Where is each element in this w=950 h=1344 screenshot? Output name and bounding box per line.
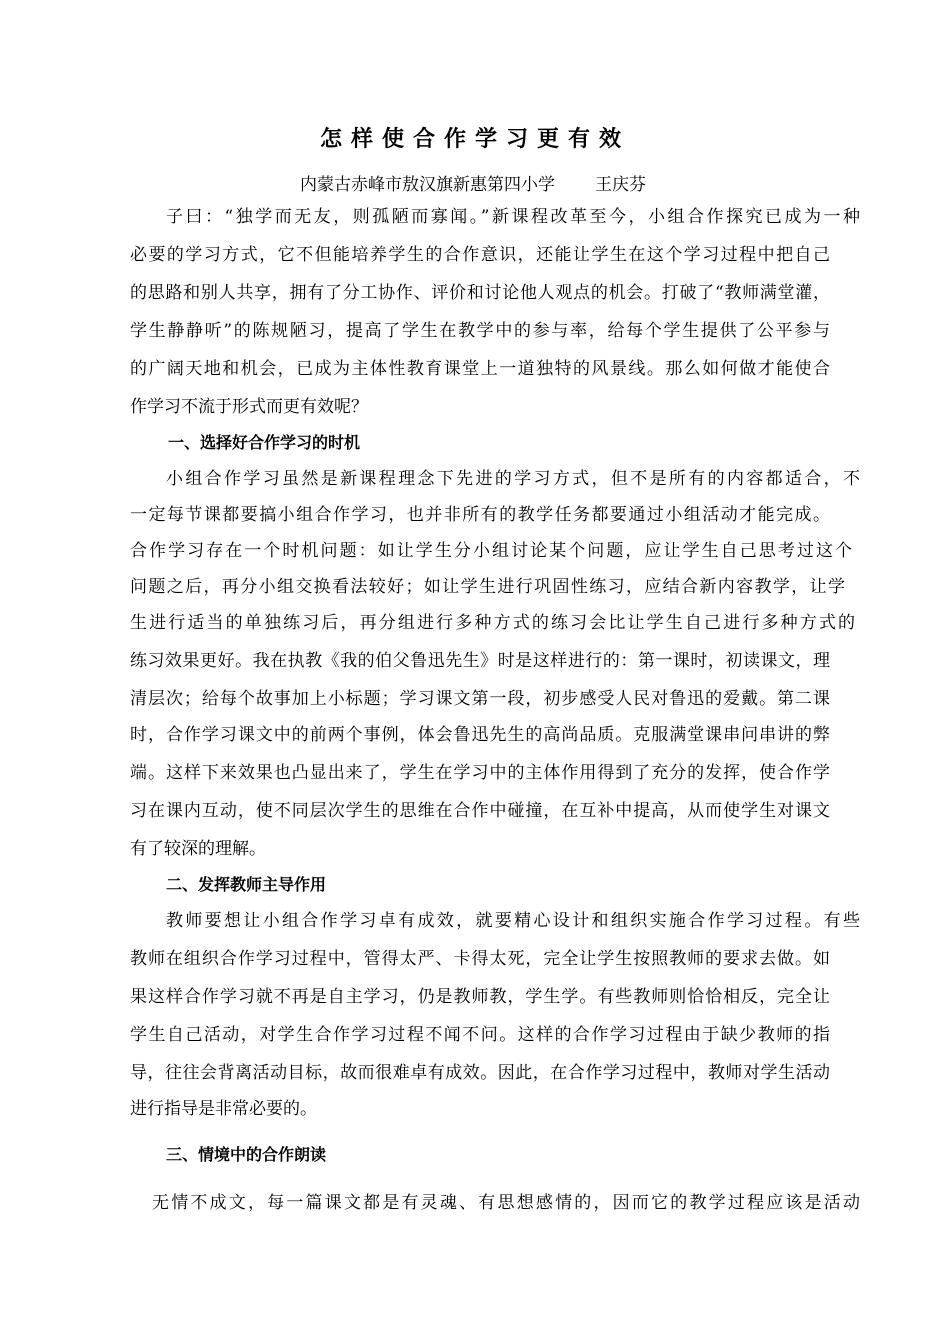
section2-line: 导，往往会背离活动目标，故而很难卓有成效。因此，在合作学习过程中，教师对学生活动 [130, 1063, 830, 1083]
section1-line: 习在课内互动，使不同层次学生的思维在合作中碰撞，在互补中提高，从而使学生对课文 [130, 801, 830, 821]
section1-line: 小组合作学习虽然是新课程理念下先进的学习方式，但不是所有的内容都适合，不 [166, 469, 860, 489]
section1-line: 练习效果更好。我在执教《我的伯父鲁迅先生》时是这样进行的：第一课时，初读课文，理 [130, 651, 830, 671]
section1-line: 清层次；给每个故事加上小标题；学习课文第一段，初步感受人民对鲁迅的爱戴。第二课 [130, 689, 830, 709]
section1-line: 时，合作学习课文中的前两个事例，体会鲁迅先生的高尚品质。克服满堂课串问串讲的弊 [130, 725, 830, 745]
page-title: 怎样使合作学习更有效 [319, 127, 630, 152]
section1-line: 有了较深的理解。 [130, 839, 266, 859]
intro-line: 子曰：“独学而无友，则孤陋而寡闻。”新课程改革至今，小组合作探究已成为一种 [166, 207, 860, 227]
byline [300, 172, 646, 198]
section3-line: 无情不成文，每一篇课文都是有灵魂、有思想感情的，因而它的教学过程应该是活动 [152, 1193, 860, 1213]
intro-line: 必要的学习方式，它不但能培养学生的合作意识，还能让学生在这个学习过程中把自己 [130, 245, 830, 265]
section2-line: 教师要想让小组合作学习卓有成效，就要精心设计和组织实施合作学习过程。有些 [166, 911, 860, 931]
section2-line: 果这样合作学习就不再是自主学习，仍是教师教，学生学。有些教师则恰恰相反，完全让 [130, 987, 830, 1007]
intro-line: 的思路和别人共享，拥有了分工协作、评价和讨论他人观点的机会。打破了“教师满堂灌， [130, 283, 830, 303]
author-school: 内蒙古赤峰市敖汉旗新惠第四小学 [300, 175, 555, 195]
section1-line: 问题之后，再分小组交换看法较好；如让学生进行巩固性练习，应结合新内容教学，让学 [130, 577, 845, 597]
section2-line: 学生自己活动，对学生合作学习过程不闻不问。这样的合作学习过程由于缺少教师的指 [130, 1025, 830, 1045]
section-heading: 三、情境中的合作朗读 [166, 1145, 327, 1164]
section1-line: 生进行适当的单独练习后，再分组进行多种方式的练习会比让学生自己进行多种方式的 [130, 613, 855, 633]
section2-line: 教师在组织合作学习过程中，管得太严、卡得太死，完全让学生按照教师的要求去做。如 [130, 949, 830, 969]
intro-line: 的广阔天地和机会，已成为主体性教育课堂上一道独特的风景线。那么如何做才能使合 [130, 359, 830, 379]
intro-line: 学生静静听”的陈规陋习，提高了学生在教学中的参与率，给每个学生提供了公平参与 [130, 321, 830, 341]
section2-line: 进行指导是非常必要的。 [130, 1099, 317, 1119]
author-name: 王庆芬 [595, 175, 646, 195]
section-heading: 一、选择好合作学习的时机 [168, 433, 361, 452]
section1-line: 合作学习存在一个时机问题：如让学生分小组讨论某个问题，应让学生自己思考过这个 [130, 541, 852, 561]
section-heading: 二、发挥教师主导作用 [166, 875, 327, 894]
intro-line: 作学习不流于形式而更有效呢？ [130, 397, 368, 417]
section1-line: 端。这样下来效果也凸显出来了，学生在学习中的主体作用得到了充分的发挥，使合作学 [130, 763, 830, 783]
section1-line: 一定每节课都要搞小组合作学习，也并非所有的教学任务都要通过小组活动才能完成。 [130, 505, 830, 525]
